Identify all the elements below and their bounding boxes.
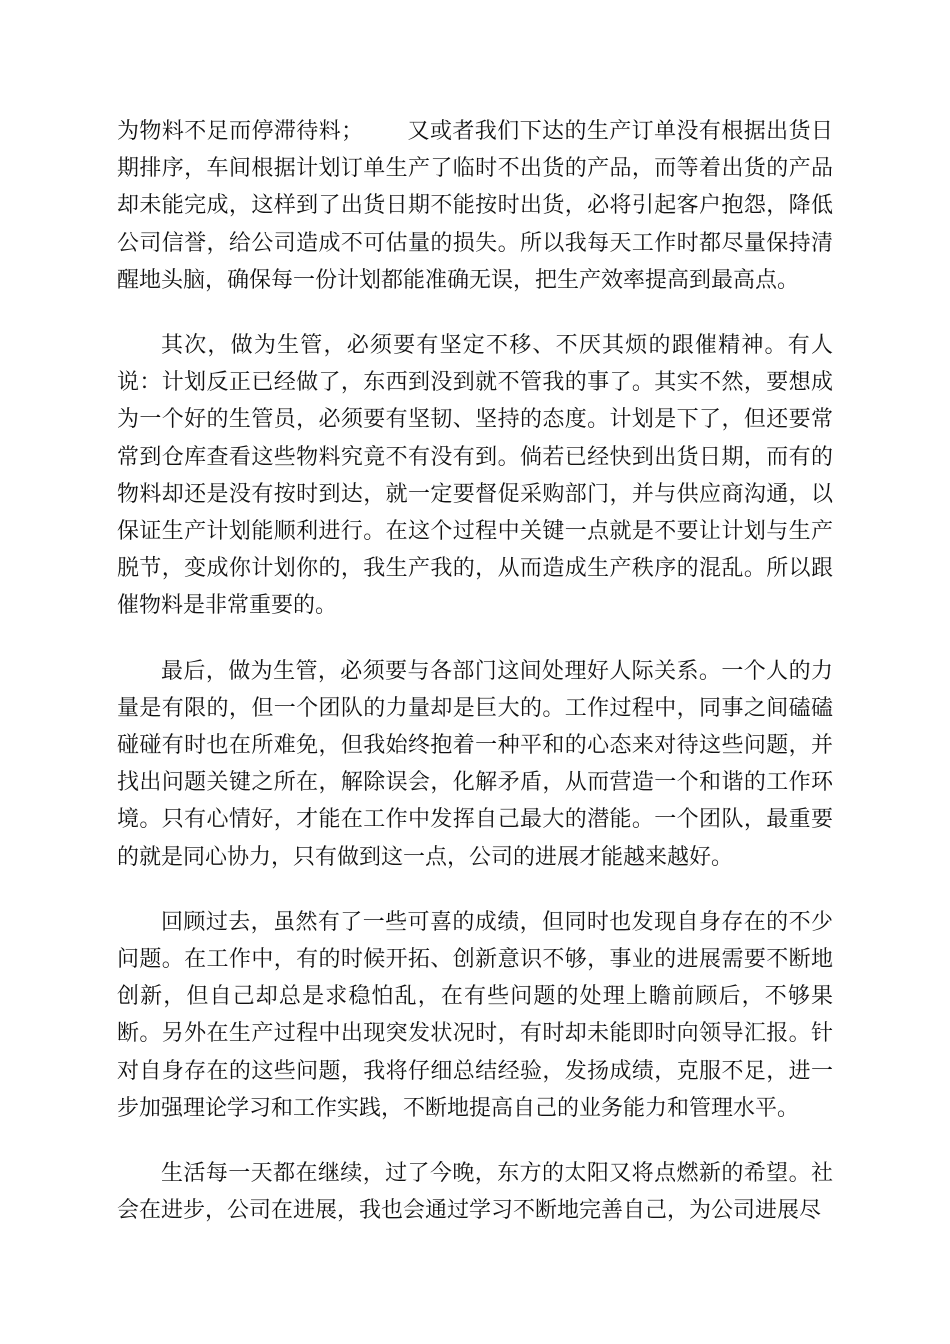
- paragraph-fragment: 又或者我们下达的生产订单没有根据出货日期排序，车间根据计划订单生产了临时不出货的产品，而等着出货的产品却未能完成，这样到了出货日期不能按时出货，必将引起客户抱怨，降低公司信誉，给公司造成不可估量的损失。所以我每天工作时都尽量保持清醒地头脑，确保每一份计划都能准确无误，把生产效率提高到最高点。: [117, 119, 833, 293]
- paragraph-outlook: 生活每一天都在继续，过了今晚，东方的太阳又将点燃新的希望。社会在进步，公司在进展，我也会通过学习不断地完善自己，为公司进展尽: [117, 1161, 833, 1224]
- paragraph-continuation: [117, 113, 833, 299]
- paragraph-fragment: 为物料不足而停滞待料；: [117, 119, 364, 144]
- paragraph-relationships: 最后，做为生管，必须要与各部门这间处理好人际关系。一个人的力量是有限的，但一个团队的力量却是巨大的。工作过程中，同事之间磕磕碰碰有时也在所难免，但我始终抱着一种平和的心态来对待这些问题，并找出问题关键之所在，解除误会，化解矛盾，从而营造一个和谐的工作环境。只有心情好，才能在工作中发挥自己最大的潜能。一个团队，最重要的就是同心协力，只有做到这一点，公司的进展才能越来越好。: [117, 658, 833, 870]
- paragraph-follow-up: 其次，做为生管，必须要有坚定不移、不厌其烦的跟催精神。有人说：计划反正已经做了，东西到没到就不管我的事了。其实不然，要想成为一个好的生管员，必须要有坚韧、坚持的态度。计划是下了，但还要常常到仓库查看这些物料究竟不有没有到。倘若已经快到出货日期，而有的物料却还是没有按时到达，就一定要督促采购部门，并与供应商沟通，以保证生产计划能顺利进行。在这个过程中关键一点就是不要让计划与生产脱节，变成你计划你的，我生产我的，从而造成生产秩序的混乱。所以跟催物料是非常重要的。: [117, 333, 833, 619]
- paragraph-review: 回顾过去，虽然有了一些可喜的成绩，但同时也发现自身存在的不少问题。在工作中，有的时候开拓、创新意识不够，事业的进展需要不断地创新，但自己却总是求稳怕乱，在有些问题的处理上瞻前顾后，不够果断。另外在生产过程中出现突发状况时，有时却未能即时向领导汇报。针对自身存在的这些问题，我将仔细总结经验，发扬成绩，克服不足，进一步加强理论学习和工作实践，不断地提高自己的业务能力和管理水平。: [117, 909, 833, 1121]
- document-body: [117, 113, 833, 1229]
